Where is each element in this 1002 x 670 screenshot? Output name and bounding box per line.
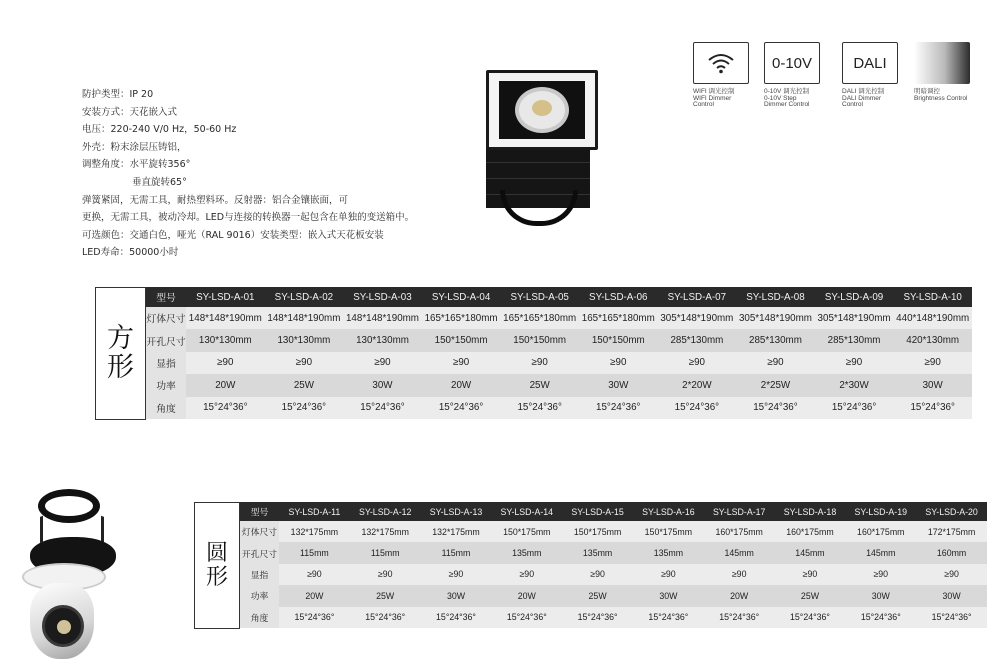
table-cell: 2*20W [658, 374, 737, 396]
table-cell: ≥90 [422, 352, 501, 374]
model-header: SY-LSD-A-11 [279, 502, 350, 521]
table-cell: 15°24°36° [815, 397, 894, 419]
table-cell: 160*175mm [704, 521, 775, 542]
spec-housing: 外壳：粉末涂层压铸铝， [82, 141, 187, 153]
table-cell: 148*148*190mm [265, 307, 344, 329]
model-header: SY-LSD-A-01 [186, 287, 265, 307]
0-10v-icon: 0-10V [764, 42, 820, 84]
model-header: SY-LSD-A-16 [633, 502, 704, 521]
square-spec-table [146, 287, 972, 419]
table-cell: 130*130mm [343, 329, 422, 351]
control-wifi [693, 42, 759, 109]
model-header: SY-LSD-A-15 [562, 502, 633, 521]
row-label: 灯体尺寸 [240, 521, 279, 542]
table-cell: 25W [500, 374, 579, 396]
table-cell: 132*175mm [350, 521, 421, 542]
model-header: SY-LSD-A-05 [500, 287, 579, 307]
table-cell: 20W [279, 585, 350, 606]
table-cell: 160mm [916, 542, 987, 563]
table-cell: 165*165*180mm [579, 307, 658, 329]
control-caption: 明暗调控 Brightness Control [914, 88, 968, 102]
table-cell: 20W [186, 374, 265, 396]
model-header: SY-LSD-A-10 [893, 287, 972, 307]
spec-lifetime: LED寿命：50000小时 [82, 247, 179, 259]
table-cell: 305*148*190mm [815, 307, 894, 329]
row-label: 角度 [240, 607, 279, 628]
mounting-spring [500, 190, 578, 226]
header-model-label: 型号 [240, 502, 279, 521]
table-cell: 148*148*190mm [186, 307, 265, 329]
table-cell: ≥90 [736, 352, 815, 374]
table-cell: 15°24°36° [421, 607, 492, 628]
section-label-square: 方 形 [95, 287, 146, 420]
table-cell: 20W [491, 585, 562, 606]
table-cell: 15°24°36° [279, 607, 350, 628]
table-row [240, 521, 987, 542]
table-cell: ≥90 [421, 564, 492, 585]
table-cell: 135mm [562, 542, 633, 563]
table-cell: 148*148*190mm [343, 307, 422, 329]
table-cell: 132*175mm [421, 521, 492, 542]
table-cell: 30W [893, 374, 972, 396]
led-lens [42, 605, 84, 647]
table-cell: 305*148*190mm [658, 307, 737, 329]
table-cell: 15°24°36° [500, 397, 579, 419]
table-cell: 15°24°36° [658, 397, 737, 419]
table-cell: 150*150mm [500, 329, 579, 351]
table-row [146, 352, 972, 374]
table-cell: 2*25W [736, 374, 815, 396]
table-row [240, 607, 987, 628]
spec-installation: 安装方式：天花嵌入式 [82, 106, 178, 118]
table-cell: 15°24°36° [916, 607, 987, 628]
table-cell: 30W [633, 585, 704, 606]
table-cell: 15°24°36° [422, 397, 501, 419]
table-cell: 145mm [775, 542, 846, 563]
table-cell: 15°24°36° [343, 397, 422, 419]
table-cell: 2*30W [815, 374, 894, 396]
model-header: SY-LSD-A-14 [491, 502, 562, 521]
table-cell: 132*175mm [279, 521, 350, 542]
model-header: SY-LSD-A-12 [350, 502, 421, 521]
model-header: SY-LSD-A-02 [265, 287, 344, 307]
brightness-gradient-icon [914, 42, 970, 84]
table-row [240, 542, 987, 563]
table-row [240, 585, 987, 606]
spec-cooling: 更换，无需工具，被动冷却。LED与连接的转换器一起包含在单独的变送箱中。 [82, 212, 415, 224]
table-cell: 165*165*180mm [500, 307, 579, 329]
table-cell: 150*150mm [579, 329, 658, 351]
table-cell: 115mm [350, 542, 421, 563]
table-cell: 15°24°36° [562, 607, 633, 628]
table-cell: ≥90 [658, 352, 737, 374]
spec-protection: 防护类型：IP 20 [82, 89, 154, 100]
table-row [146, 397, 972, 419]
control-dali [842, 42, 908, 109]
square-frame [486, 70, 598, 150]
row-label: 功率 [240, 585, 279, 606]
table-row [146, 329, 972, 351]
header-model-label: 型号 [146, 287, 186, 307]
table-cell: 165*165*180mm [422, 307, 501, 329]
table-cell: 15°24°36° [265, 397, 344, 419]
table-cell: 25W [775, 585, 846, 606]
table-cell: ≥90 [893, 352, 972, 374]
table-cell: ≥90 [350, 564, 421, 585]
model-header: SY-LSD-A-19 [845, 502, 916, 521]
table-cell: ≥90 [775, 564, 846, 585]
table-row [146, 307, 972, 329]
spec-spring-reflector: 弹簧紧固，无需工具，耐热塑料环。反射器：铝合金镶嵌面，可 [82, 194, 349, 206]
row-label: 功率 [146, 374, 186, 396]
table-cell: 15°24°36° [775, 607, 846, 628]
table-cell: 30W [421, 585, 492, 606]
round-downlight-photo [12, 485, 116, 665]
row-label: 开孔尺寸 [146, 329, 186, 351]
table-cell: 30W [579, 374, 658, 396]
model-header: SY-LSD-A-03 [343, 287, 422, 307]
table-cell: 25W [350, 585, 421, 606]
table-cell: ≥90 [916, 564, 987, 585]
control-caption: WIFI 调光控制 WIFI Dimmer Control [693, 88, 735, 109]
table-cell: 15°24°36° [350, 607, 421, 628]
spec-adjust-horizontal: 调整角度：水平旋转356° [82, 159, 191, 171]
row-label: 开孔尺寸 [240, 542, 279, 563]
table-cell: ≥90 [579, 352, 658, 374]
table-cell: 15°24°36° [704, 607, 775, 628]
table-cell: 145mm [845, 542, 916, 563]
spec-voltage: 电压：220-240 V/0 Hz，50-60 Hz [82, 124, 237, 136]
table-cell: 30W [916, 585, 987, 606]
table-cell: ≥90 [491, 564, 562, 585]
table-cell: 20W [422, 374, 501, 396]
table-cell: 160*175mm [845, 521, 916, 542]
table-cell: ≥90 [704, 564, 775, 585]
table-cell: 285*130mm [658, 329, 737, 351]
spec-adjust-vertical: 垂直旋转65° [132, 176, 187, 188]
table-cell: 172*175mm [916, 521, 987, 542]
table-cell: 285*130mm [815, 329, 894, 351]
model-header: SY-LSD-A-18 [775, 502, 846, 521]
table-cell: 420*130mm [893, 329, 972, 351]
table-cell: 135mm [491, 542, 562, 563]
row-label: 显指 [146, 352, 186, 374]
model-header: SY-LSD-A-06 [579, 287, 658, 307]
row-label: 显指 [240, 564, 279, 585]
row-label: 灯体尺寸 [146, 307, 186, 329]
model-header: SY-LSD-A-20 [916, 502, 987, 521]
table-cell: 150*175mm [562, 521, 633, 542]
table-cell: ≥90 [500, 352, 579, 374]
table-cell: 20W [704, 585, 775, 606]
model-header: SY-LSD-A-07 [658, 287, 737, 307]
model-header: SY-LSD-A-13 [421, 502, 492, 521]
table-cell: 15°24°36° [893, 397, 972, 419]
table-cell: 285*130mm [736, 329, 815, 351]
control-0-10v [764, 42, 830, 109]
dali-icon: DALI [842, 42, 898, 84]
table-cell: 15°24°36° [186, 397, 265, 419]
model-header: SY-LSD-A-09 [815, 287, 894, 307]
table-cell: ≥90 [845, 564, 916, 585]
square-downlight-photo [478, 70, 600, 230]
control-brightness [914, 42, 980, 102]
table-cell: 30W [343, 374, 422, 396]
table-row [240, 564, 987, 585]
table-cell: ≥90 [633, 564, 704, 585]
table-cell: ≥90 [186, 352, 265, 374]
table-cell: 440*148*190mm [893, 307, 972, 329]
table-row [146, 374, 972, 396]
table-cell: 15°24°36° [579, 397, 658, 419]
section-label-round: 圆 形 [194, 502, 240, 629]
wifi-icon [693, 42, 749, 84]
table-cell: 25W [562, 585, 633, 606]
table-cell: 150*150mm [422, 329, 501, 351]
table-cell: 135mm [633, 542, 704, 563]
led-cob [532, 100, 552, 116]
table-cell: 115mm [421, 542, 492, 563]
table-cell: 15°24°36° [736, 397, 815, 419]
model-header: SY-LSD-A-04 [422, 287, 501, 307]
control-caption: 0-10V 调光控制 0-10V Step Dimmer Control [764, 88, 810, 109]
table-cell: 160*175mm [775, 521, 846, 542]
table-cell: 130*130mm [186, 329, 265, 351]
control-caption: DALI 调光控制 DALI Dimmer Control [842, 88, 885, 109]
table-cell: 305*148*190mm [736, 307, 815, 329]
table-cell: 15°24°36° [491, 607, 562, 628]
row-label: 角度 [146, 397, 186, 419]
round-spec-table [240, 502, 987, 628]
table-cell: ≥90 [265, 352, 344, 374]
table-cell: 145mm [704, 542, 775, 563]
table-cell: 130*130mm [265, 329, 344, 351]
spec-list [82, 86, 462, 262]
table-cell: 25W [265, 374, 344, 396]
table-cell: 150*175mm [491, 521, 562, 542]
table-cell: 15°24°36° [633, 607, 704, 628]
spec-color: 可选颜色：交通白色，哑光（RAL 9016）安装类型：嵌入式天花板安装 [82, 229, 384, 241]
model-header: SY-LSD-A-08 [736, 287, 815, 307]
table-cell: ≥90 [279, 564, 350, 585]
table-cell: ≥90 [343, 352, 422, 374]
table-cell: ≥90 [562, 564, 633, 585]
table-cell: 150*175mm [633, 521, 704, 542]
model-header: SY-LSD-A-17 [704, 502, 775, 521]
table-cell: 30W [845, 585, 916, 606]
table-cell: 115mm [279, 542, 350, 563]
table-cell: ≥90 [815, 352, 894, 374]
table-cell: 15°24°36° [845, 607, 916, 628]
